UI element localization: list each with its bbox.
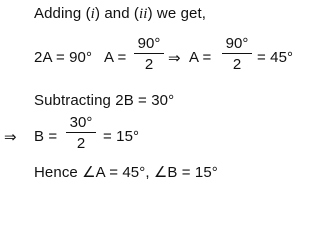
b-equals-label: B = bbox=[34, 128, 58, 145]
fraction-denominator: 2 bbox=[232, 56, 242, 73]
result-15: = 15° bbox=[103, 128, 140, 145]
adding-heading bbox=[34, 5, 206, 23]
equation-ref-ii: ii bbox=[139, 6, 148, 22]
fraction-numerator: 30° bbox=[69, 114, 93, 131]
fraction-90-over-2-first bbox=[134, 35, 164, 73]
fraction-denominator: 2 bbox=[76, 135, 86, 152]
fraction-denominator: 2 bbox=[144, 56, 154, 73]
adding-suffix: ) we get, bbox=[147, 5, 206, 22]
fraction-bar bbox=[222, 53, 252, 54]
equation-ref-i: i bbox=[90, 6, 95, 22]
fraction-numerator: 90° bbox=[137, 35, 161, 52]
adding-mid: ) and ( bbox=[94, 5, 140, 22]
fraction-bar bbox=[66, 132, 96, 133]
implies-arrow-icon: ⇒ bbox=[4, 128, 17, 146]
a-equals-label: A = bbox=[104, 49, 127, 66]
a-equals-label-second: A = bbox=[189, 49, 212, 66]
implies-arrow-icon: ⇒ bbox=[168, 49, 181, 67]
fraction-bar bbox=[134, 53, 164, 54]
adding-prefix: Adding ( bbox=[34, 5, 91, 22]
result-45: = 45° bbox=[257, 49, 294, 66]
fraction-90-over-2-second bbox=[222, 35, 252, 73]
equation-2a: 2A = 90° bbox=[34, 49, 93, 66]
subtracting-line: Subtracting 2B = 30° bbox=[34, 92, 175, 109]
fraction-30-over-2 bbox=[66, 114, 96, 152]
conclusion-line: Hence ∠A = 45°, ∠B = 15° bbox=[34, 164, 218, 181]
fraction-numerator: 90° bbox=[225, 35, 249, 52]
